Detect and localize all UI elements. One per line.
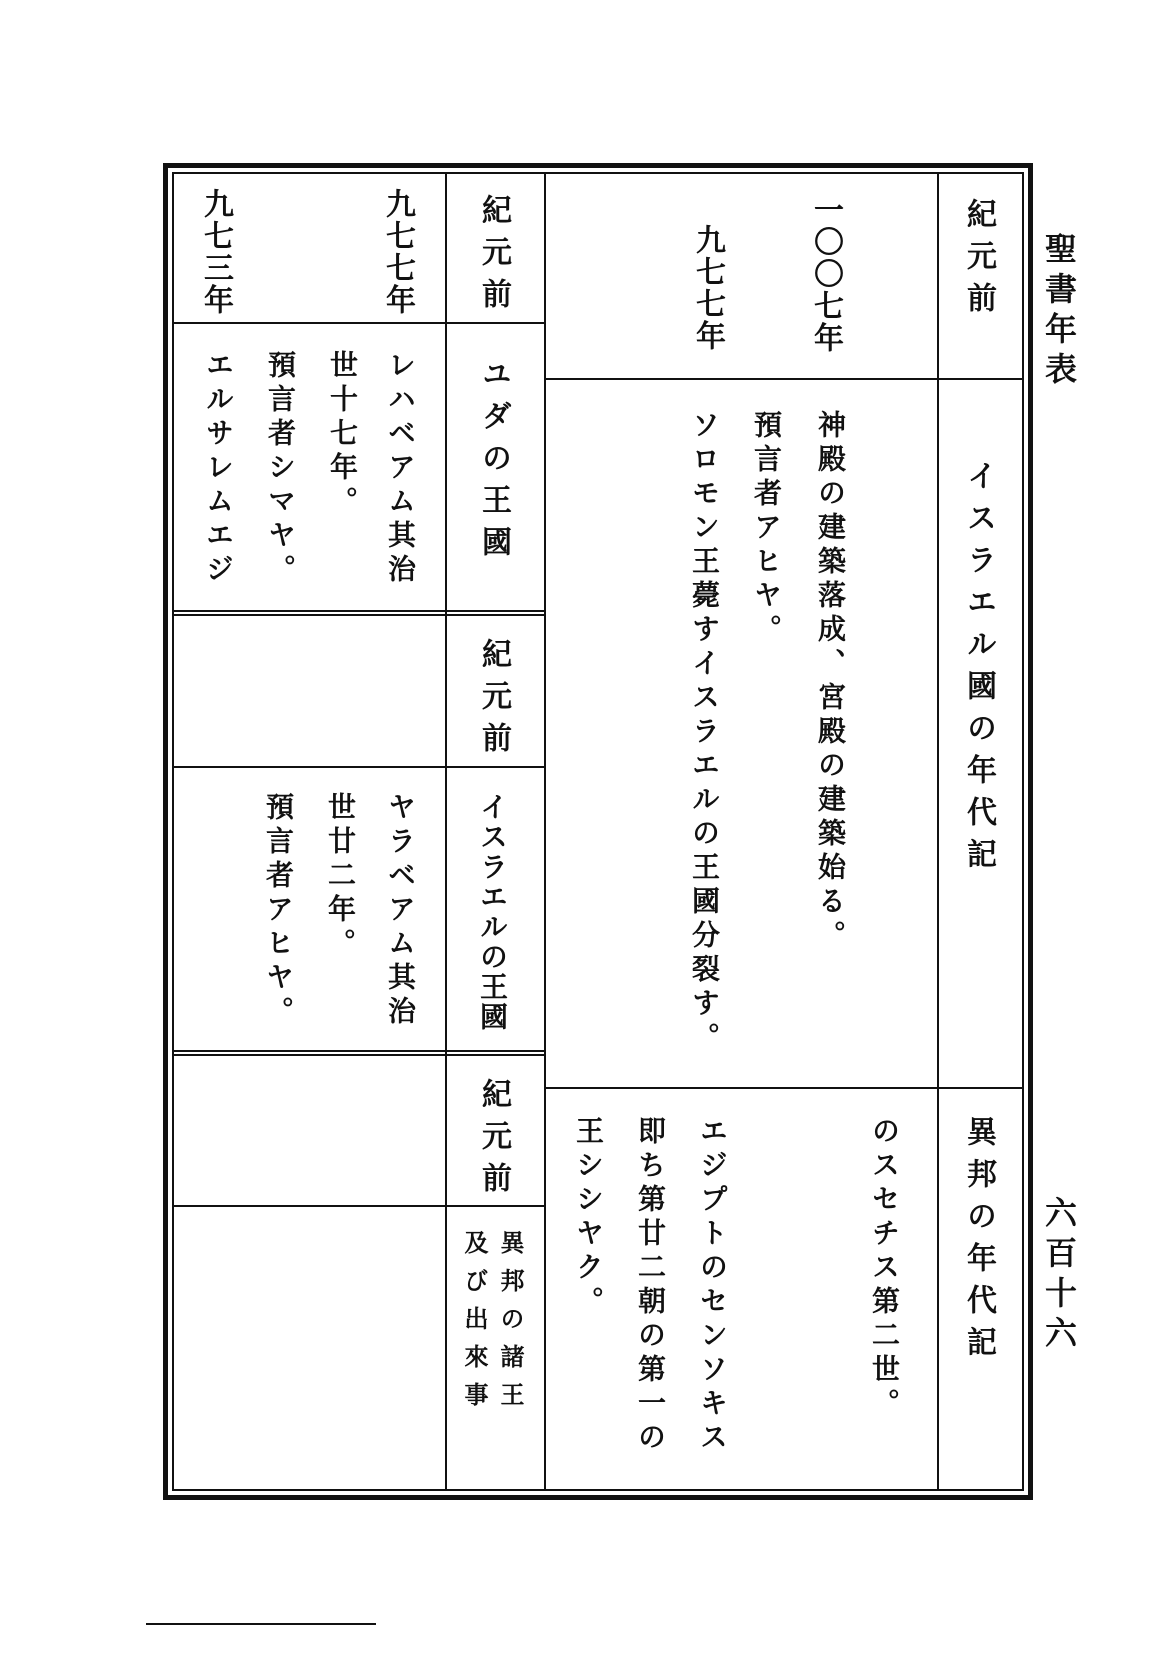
footnote-rule [146,1623,376,1625]
foreign-era-header: 紀元前 [476,1078,511,1204]
right-year-1: 一〇〇七年 [808,194,843,354]
table-divider [544,172,546,1491]
right-year-2: 九七七年 [690,224,725,352]
israel-entry-division: ソロモン王薨すイスラエルの王國分裂す。 [688,410,721,1056]
israel-kingdom-heading: イスラエルの王國 [476,792,509,1032]
left-header-column-line [445,172,447,1491]
right-row-line-1 [546,378,1024,380]
foreign-entry-3: 即ち第廿二朝の第一の [634,1116,667,1456]
section-divider-2 [174,1050,544,1056]
judah-entry-2: 世十七年。 [326,350,359,520]
judah-year-2: 九七三年 [198,188,233,316]
running-title: 聖書年表 [1040,232,1078,392]
judah-entry-4: エルサレムエジ [202,350,235,588]
israel-chronicle-heading: イスラエル國の年代記 [961,460,996,880]
right-row-line-2 [546,1087,1024,1089]
israel-entry-prophet: 預言者アヒヤ。 [750,410,783,648]
israel-entry-temple: 神殿の建築落成、宮殿の建築始る。 [814,410,847,954]
section-divider-1 [174,610,544,616]
foreign-chronicle-heading: 異邦の年代記 [961,1116,996,1368]
israel-entry-2: 世廿二年。 [324,792,357,962]
judah-entry-3: 預言者シマヤ。 [264,350,297,588]
page-number: 六百十六 [1040,1196,1078,1356]
foreign-heading-line-2: 及び出來事 [460,1230,489,1420]
judah-era-header: 紀元前 [476,194,511,320]
foreign-heading-line-1: 異邦の諸王 [496,1230,525,1420]
foreign-entry-4: 王シシヤク。 [572,1116,605,1320]
israel-era-header: 紀元前 [476,638,511,764]
israel-era-line [174,766,544,768]
israel-entry-1: ヤラベアム其治 [384,792,417,1030]
right-era-header: 紀元前 [961,198,996,324]
foreign-era-line [174,1205,544,1207]
judah-era-line [174,322,544,324]
israel-entry-3: 預言者アヒヤ。 [262,792,295,1030]
judah-kingdom-heading: ユダの王國 [476,358,511,568]
foreign-entry-1: のスセチス第二世。 [868,1116,901,1422]
right-header-column-line [937,172,939,1491]
judah-entry-1: レハベアム其治 [384,350,417,588]
foreign-entry-2: エジプトのセンソキス [696,1116,729,1456]
judah-year-1: 九七七年 [380,188,415,316]
